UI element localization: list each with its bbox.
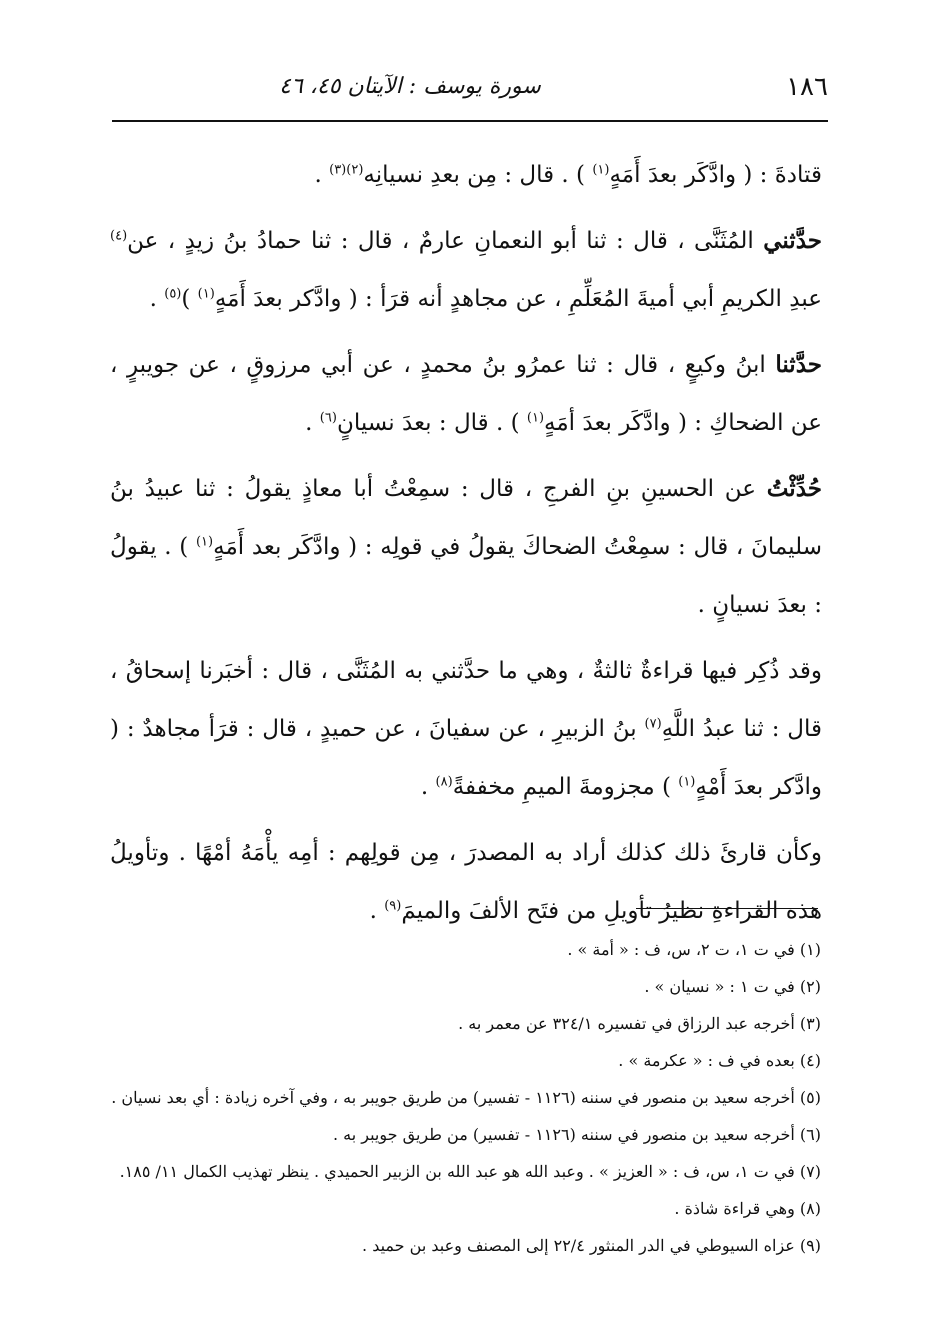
paragraph-text: ) . قال : بعدَ نسيانٍ <box>336 410 520 436</box>
paragraph-text: : ( وادَّكَر بعدَ أَمَهٍ <box>609 162 768 188</box>
footnote-7: (٧) في ت ١، س، ف : « العزيز » . وعبد الله هو عبد الله بن الزبير الحميدي . ينظر تهذيب الكمال ١١/ ١٨٥. <box>119 1162 821 1181</box>
paragraph-text: ابنُ وكيعٍ ، قال : ثنا عمرُو بنُ محمدٍ ، عن أبي مرزوقٍ ، عن جويبرٍ ، عن الضحاكِ : ( وادَّكَر بعدَ أمَهٍ <box>110 352 822 436</box>
paragraph-lead: وقد ذُكِر <box>745 658 822 684</box>
paragraph-text: ) . قال : مِن بعدِ نسيانِه <box>363 162 586 188</box>
main-text <box>110 146 822 948</box>
paragraph-text: عن الحسينِ بنِ الفرجِ ، قال : سمِعْتُ أبا معاذٍ يقولُ : ثنا عبيدُ بنُ سليمانَ ، قال : سمِعْتُ الضحاكَ يقولُ في قولِه : ( وادَّكَر بعد أَمَهٍ <box>110 476 822 560</box>
footnote-ref: (٦) <box>319 410 337 426</box>
footnote-ref: (٢)(٣) <box>329 162 364 178</box>
footnote-5: (٥) أخرجه سعيد بن منصور في سننه (١١٢٦ - تفسير) من طريق جويبر به ، وفي آخره زيادة : أي بعد نسيان . <box>111 1088 821 1107</box>
footnote-3: (٣) أخرجه عبد الرزاق في تفسيره ٣٢٤/١ عن معمر به . <box>458 1014 821 1033</box>
footnote-ref: (٩) <box>384 898 402 914</box>
paragraph-text: عبدِ الكريمِ أبي أميةَ المُعَلِّمِ ، عن مجاهدٍ أنه قرَأ : ( وادَّكر بعدَ أَمَهٍ <box>214 286 822 312</box>
footnote-ref: (١) <box>592 162 610 178</box>
footnote-ref: (١) <box>197 286 215 302</box>
running-header <box>112 66 828 112</box>
paragraph-lead: وكأن <box>776 840 822 866</box>
paragraph-text: فيها قراءةٌ ثالثةٌ ، وهي ما حدَّثني به المُثَنَّى ، قال : أخبَرنا إسحاقُ ، قال : ثنا عبدُ اللَّهِ <box>110 658 823 742</box>
paragraph-lead: حُدِّثْتُ <box>766 475 822 502</box>
footnote-ref: (١) <box>195 534 214 550</box>
footnote-8: (٨) وهي قراءة شاذة . <box>674 1199 821 1218</box>
footnote-6: (٦) أخرجه سعيد بن منصور في سننه (١١٢٦ - تفسير) من طريق جويبر به . <box>332 1125 821 1144</box>
footnote-rule <box>636 908 818 909</box>
footnote-ref: (١) <box>526 410 545 426</box>
paragraph-text: . <box>149 286 157 312</box>
paragraph-lead: حدَّثنا <box>775 351 822 378</box>
paragraph-4 <box>110 460 822 634</box>
paragraph-text: . <box>314 162 322 188</box>
page-number: ١٨٦ <box>786 72 828 102</box>
footnote-2: (٢) في ت ١ : « نسيان » . <box>644 977 821 996</box>
paragraph-text: المُثَنَّى ، قال : ثنا أبو النعمانِ عارمٌ ، قال : ثنا حمادُ بنُ زيدٍ ، عن <box>127 228 754 254</box>
paragraph-text: ) <box>181 286 191 312</box>
paragraph-text: . <box>305 410 313 436</box>
footnote-1: (١) في ت ١، ت ٢، س، ف : « أمة » . <box>567 940 821 959</box>
footnote-ref: (١) <box>678 774 696 790</box>
paragraph-text: ) مجزومةَ الميمِ مخففةً <box>452 774 671 800</box>
footnotes <box>105 934 821 1267</box>
paragraph-2 <box>110 212 822 328</box>
footnote-ref: (٨) <box>435 774 453 790</box>
paragraph-lead: قتادةَ <box>774 162 822 188</box>
paragraph-6 <box>110 824 822 940</box>
header-title: سورة يوسف : الآيتان ٤٥، ٤٦ <box>279 74 541 99</box>
paragraph-1 <box>110 146 822 204</box>
header-rule <box>112 120 828 122</box>
paragraph-lead: حدَّثني <box>763 227 822 254</box>
footnote-ref: (٤) <box>110 228 128 244</box>
footnote-ref: (٧) <box>644 716 662 732</box>
paragraph-3 <box>110 336 822 452</box>
paragraph-text: بنُ الزبيرِ ، عن سفيانَ ، عن حميدٍ ، قال : قرَأ مجاهدٌ : ( وادَّكر بعدَ أَمْهٍ <box>110 716 822 800</box>
footnote-ref: (٥) <box>164 286 182 302</box>
footnote-4: (٤) بعده في ف : « عكرمة » . <box>618 1051 821 1070</box>
paragraph-text: ) . يقولُ : بعدَ نسيانٍ . <box>110 534 822 618</box>
paragraph-text: . <box>369 898 377 924</box>
paragraph-5 <box>110 642 822 816</box>
paragraph-text: . <box>420 774 429 800</box>
footnote-9: (٩) عزاه السيوطي في الدر المنثور ٢٢/٤ إلى المصنف وعبد بن حميد . <box>362 1236 821 1255</box>
paragraph-text: قارئَ ذلك كذلك أراد به المصدرَ ، مِن قولِهم : أمِه يأْمَهُ أمْهًا . وتأويلُ هذه القراءةِ نظيرُ تأويلِ من فتَح الألفَ والميمَ <box>110 840 822 924</box>
